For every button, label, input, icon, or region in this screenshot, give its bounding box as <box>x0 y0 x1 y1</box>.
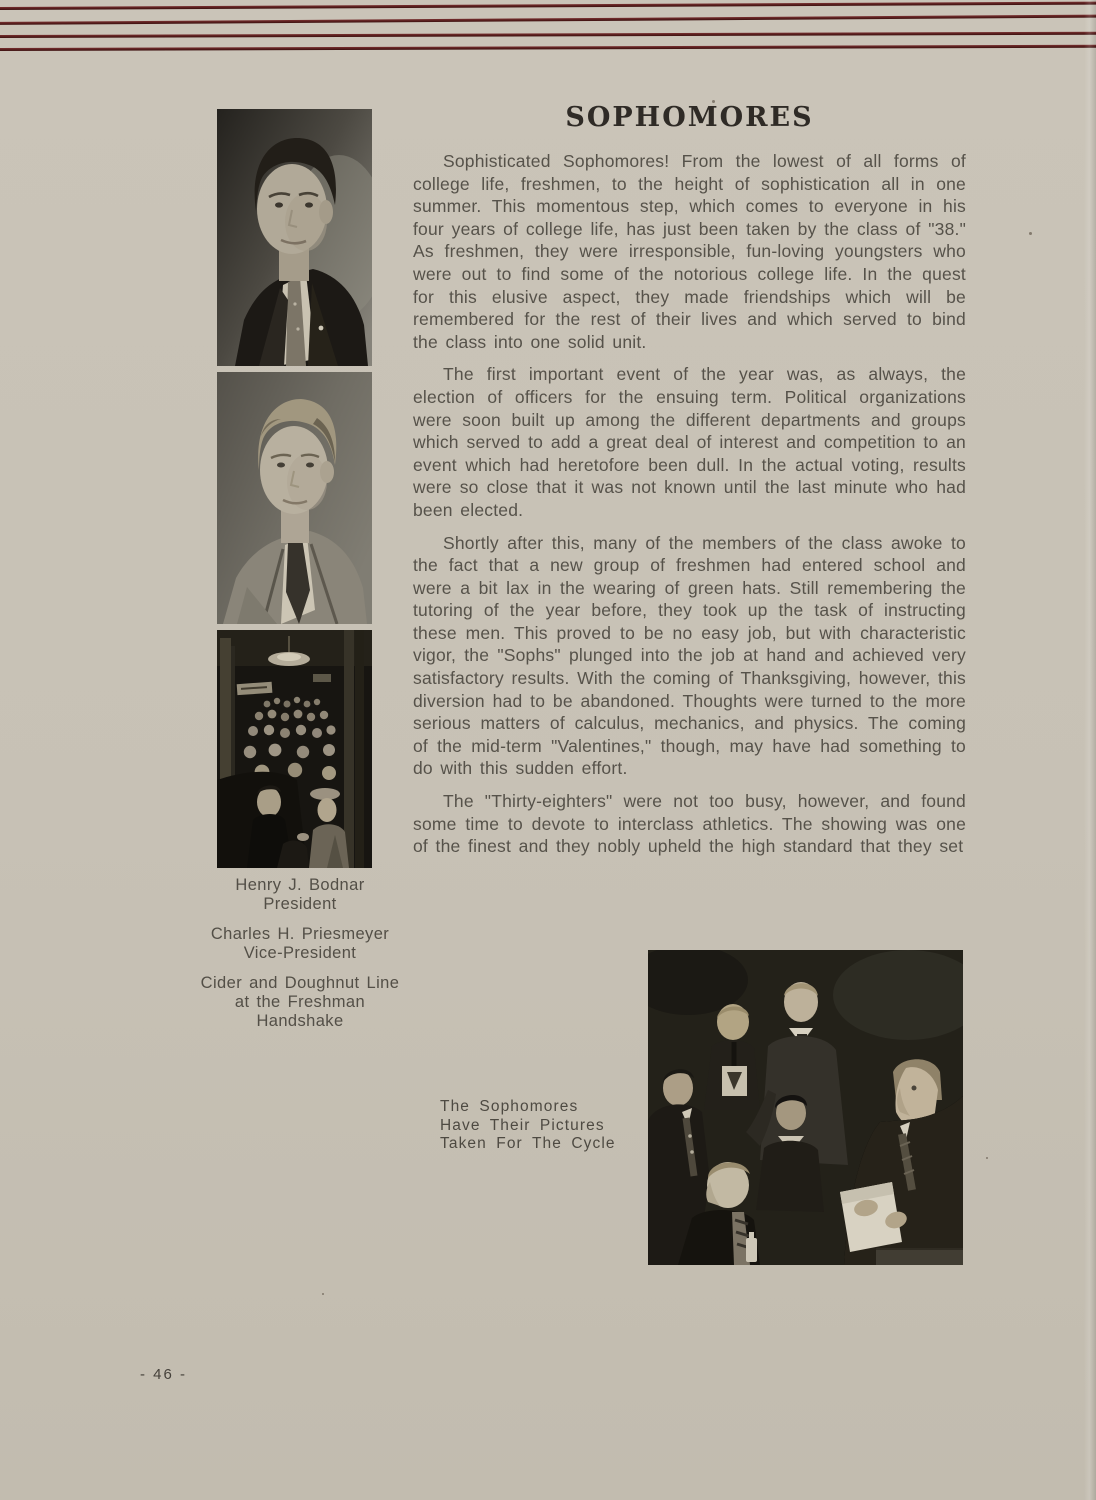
caption-group-line-1: Cider and Doughnut Line <box>200 974 400 992</box>
paper-speck <box>986 1157 988 1159</box>
caption-priesmeyer <box>160 925 440 963</box>
caption-bodnar-role: President <box>263 895 337 913</box>
caption-bodnar-name: Henry J. Bodnar <box>235 876 365 894</box>
photo-captions <box>160 876 440 1042</box>
decorative-rule-2 <box>0 15 1096 25</box>
caption-bottom-line-1: The Sophomores <box>440 1098 579 1115</box>
cycle-photo-illustration <box>648 950 963 1265</box>
photo-portrait-priesmeyer <box>217 372 372 624</box>
photo-cycle-pictures <box>648 950 963 1265</box>
caption-bottom-photo <box>440 1098 616 1154</box>
caption-group-line-3: Handshake <box>256 1012 344 1030</box>
article-body <box>413 103 966 868</box>
caption-group-line-2: at the Freshman <box>234 993 366 1011</box>
caption-priesmeyer-name: Charles H. Priesmeyer <box>210 925 390 943</box>
paper-speck <box>1029 232 1032 235</box>
paragraph-4: The "Thirty-eighters" were not too busy, however, and found some time to devote to interclass athletics. The showing was one of the finest and they nobly upheld the high standard that they set <box>413 791 966 857</box>
photo-portrait-bodnar <box>217 109 372 366</box>
paragraph-2: The first important event of the year was, as always, the election of officers for the ensuing term. Political organizations were soon built up among the different departments and groups which served to add a great deal of interest and competition to an event which had heretofore been dull. In the actual voting, results were so close that it was not known until the last minute who had been elected. <box>413 364 966 520</box>
page-number: - 46 - <box>140 1366 188 1383</box>
photo-cider-doughnut-line <box>217 630 372 868</box>
paragraph-3: Shortly after this, many of the members of the class awoke to the fact that a new group of freshmen had entered school and were a bit lax in the wearing of green hats. Still remembering the tutoring of the year before, they took up the task of instructing these men. This proved to be no easy job, but with characteristic vigor, the "Sophs" plunged into the job at hand and achieved very satisfactory results. With the coming of Thanksgiving, however, this diversion had to be abandoned. Thoughts were turned to the more serious matters of calculus, mechanics, and physics. The coming of the mid-term "Valentines," though, may have had something to do with this sudden effort. <box>413 532 966 779</box>
caption-bodnar <box>160 876 440 914</box>
decorative-rule-3 <box>0 32 1096 38</box>
portrait-bodnar-illustration <box>217 109 372 366</box>
page-right-edge <box>1084 0 1096 1500</box>
caption-priesmeyer-role: Vice-President <box>243 944 357 962</box>
caption-bottom-line-2: Have Their Pictures <box>440 1116 605 1134</box>
paper-speck <box>322 1293 324 1295</box>
portrait-priesmeyer-illustration <box>217 372 372 624</box>
decorative-rule-4 <box>0 45 1096 51</box>
decorative-rule-1 <box>0 2 1096 10</box>
paragraph-1: Sophisticated Sophomores! From the lowest of all forms of college life, freshmen, to the height of sophistication all in one summer. This momentous step, which comes to everyone in his four years of college life, has just been taken by the class of "38." As freshmen, they were irresponsible, fun-loving youngsters who were out to find some of the notorious college life. In the quest for this elusive aspect, they made friendships which will be remembered for the rest of their lives and which served to bind the class into one solid unit. <box>413 151 966 352</box>
caption-bottom-line-3: Taken For The Cycle <box>440 1135 616 1152</box>
group-photo-illustration <box>217 630 372 868</box>
page-title: SOPHOMORES <box>565 102 814 133</box>
caption-group-photo <box>160 974 440 1031</box>
